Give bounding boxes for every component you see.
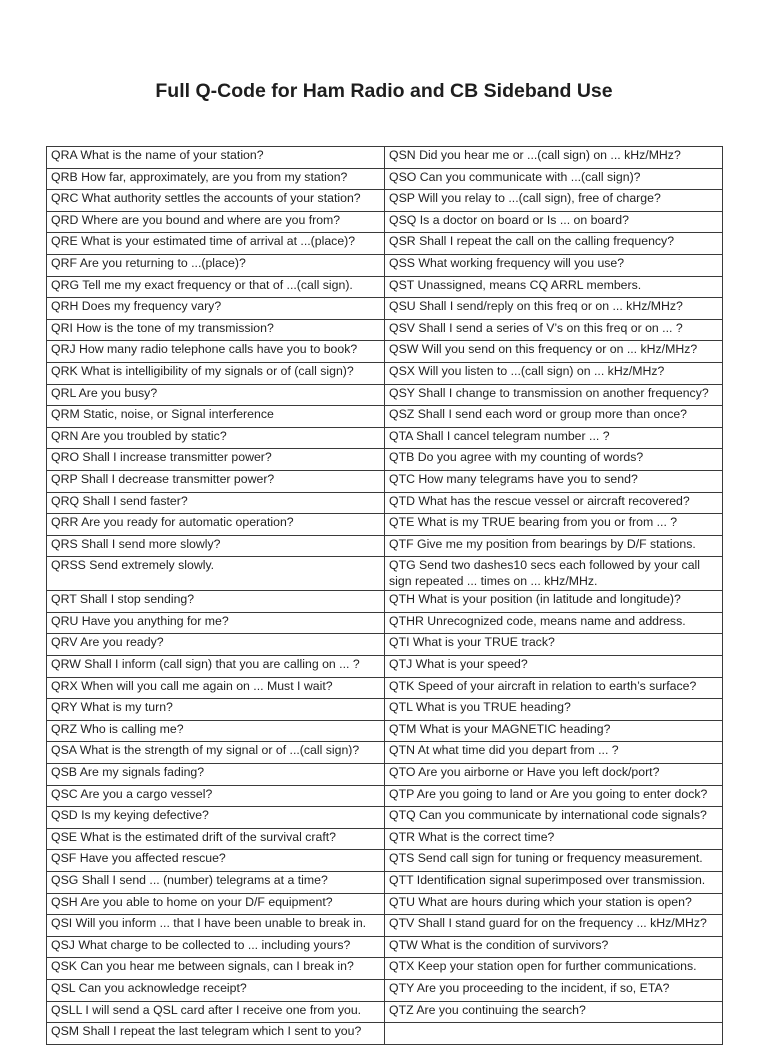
q-code-cell-right: QTY Are you proceeding to the incident, if so, ETA? bbox=[385, 979, 723, 1001]
q-code-cell-left: QSJ What charge to be collected to ... including yours? bbox=[47, 936, 385, 958]
table-row bbox=[47, 535, 723, 557]
table-row bbox=[47, 190, 723, 212]
q-code-cell-left: QSM Shall I repeat the last telegram which I sent to you? bbox=[47, 1023, 385, 1045]
table-row bbox=[47, 958, 723, 980]
q-code-cell-right: QTP Are you going to land or Are you going to enter dock? bbox=[385, 785, 723, 807]
q-code-cell-left: QRN Are you troubled by static? bbox=[47, 427, 385, 449]
q-code-cell-right: QTW What is the condition of survivors? bbox=[385, 936, 723, 958]
q-code-cell-right: QTR What is the correct time? bbox=[385, 828, 723, 850]
table-row bbox=[47, 828, 723, 850]
q-code-cell-right: QTX Keep your station open for further communications. bbox=[385, 958, 723, 980]
q-code-cell-left: QRT Shall I stop sending? bbox=[47, 591, 385, 613]
q-code-cell-right: QTHR Unrecognized code, means name and address. bbox=[385, 612, 723, 634]
table-row bbox=[47, 785, 723, 807]
table-row bbox=[47, 1001, 723, 1023]
table-row bbox=[47, 384, 723, 406]
q-code-cell-right: QSO Can you communicate with ...(call sign)? bbox=[385, 168, 723, 190]
q-code-cell-left: QRR Are you ready for automatic operation? bbox=[47, 514, 385, 536]
q-code-cell-left: QRS Shall I send more slowly? bbox=[47, 535, 385, 557]
q-code-cell-right: QTL What is you TRUE heading? bbox=[385, 699, 723, 721]
q-code-cell-left: QSC Are you a cargo vessel? bbox=[47, 785, 385, 807]
q-code-cell-left: QRM Static, noise, or Signal interference bbox=[47, 406, 385, 428]
q-code-cell-right: QTF Give me my position from bearings by D/F stations. bbox=[385, 535, 723, 557]
q-code-cell-left: QRI How is the tone of my transmission? bbox=[47, 319, 385, 341]
q-code-cell-left: QRD Where are you bound and where are you from? bbox=[47, 211, 385, 233]
q-code-cell-right: QTK Speed of your aircraft in relation to earth’s surface? bbox=[385, 677, 723, 699]
table-row bbox=[47, 742, 723, 764]
table-row bbox=[47, 557, 723, 591]
q-code-table bbox=[46, 146, 723, 1045]
q-code-cell-right: QTI What is your TRUE track? bbox=[385, 634, 723, 656]
q-code-cell-left: QRK What is intelligibility of my signals or of (call sign)? bbox=[47, 362, 385, 384]
q-code-cell-right: QTS Send call sign for tuning or frequency measurement. bbox=[385, 850, 723, 872]
table-row bbox=[47, 699, 723, 721]
table-row bbox=[47, 233, 723, 255]
table-row bbox=[47, 254, 723, 276]
q-code-cell-left: QRV Are you ready? bbox=[47, 634, 385, 656]
q-code-cell-right: QSV Shall I send a series of V’s on this freq or on ... ? bbox=[385, 319, 723, 341]
table-row bbox=[47, 470, 723, 492]
page-title: Full Q-Code for Ham Radio and CB Sideband Use bbox=[155, 80, 613, 102]
q-code-cell-left: QSG Shall I send ... (number) telegrams at a time? bbox=[47, 872, 385, 894]
q-code-cell-left: QRH Does my frequency vary? bbox=[47, 298, 385, 320]
table-row bbox=[47, 341, 723, 363]
table-row bbox=[47, 591, 723, 613]
q-code-cell-left: QRE What is your estimated time of arrival at ...(place)? bbox=[47, 233, 385, 255]
q-code-cell-left: QRU Have you anything for me? bbox=[47, 612, 385, 634]
q-code-cell-right: QTA Shall I cancel telegram number ... ? bbox=[385, 427, 723, 449]
q-code-cell-right: QTN At what time did you depart from ... ? bbox=[385, 742, 723, 764]
table-row bbox=[47, 168, 723, 190]
q-code-cell-right: QSQ Is a doctor on board or Is ... on board? bbox=[385, 211, 723, 233]
q-code-cell-right: QTU What are hours during which your station is open? bbox=[385, 893, 723, 915]
table-row bbox=[47, 147, 723, 169]
q-code-cell-right: QTJ What is your speed? bbox=[385, 656, 723, 678]
q-code-cell-left: QSL Can you acknowledge receipt? bbox=[47, 979, 385, 1001]
q-code-cell-left: QSE What is the estimated drift of the survival craft? bbox=[47, 828, 385, 850]
q-code-cell-right: QSN Did you hear me or ...(call sign) on ... kHz/MHz? bbox=[385, 147, 723, 169]
q-code-cell-right: QSW Will you send on this frequency or on ... kHz/MHz? bbox=[385, 341, 723, 363]
table-row bbox=[47, 807, 723, 829]
q-code-cell-right: QSU Shall I send/reply on this freq or on ... kHz/MHz? bbox=[385, 298, 723, 320]
table-row bbox=[47, 677, 723, 699]
q-code-cell-right: QTM What is your MAGNETIC heading? bbox=[385, 720, 723, 742]
table-row bbox=[47, 298, 723, 320]
q-code-cell-right: QSY Shall I change to transmission on another frequency? bbox=[385, 384, 723, 406]
q-code-table-body bbox=[47, 147, 723, 1045]
q-code-cell-right: QTG Send two dashes10 secs each followed by your call sign repeated ... times on ... kHz/MHz. bbox=[385, 557, 723, 591]
q-code-cell-left: QRA What is the name of your station? bbox=[47, 147, 385, 169]
table-row bbox=[47, 406, 723, 428]
table-row bbox=[47, 656, 723, 678]
table-row bbox=[47, 427, 723, 449]
table-row bbox=[47, 634, 723, 656]
q-code-cell-left: QSA What is the strength of my signal or of ...(call sign)? bbox=[47, 742, 385, 764]
table-row bbox=[47, 276, 723, 298]
q-code-cell-left: QRC What authority settles the accounts of your station? bbox=[47, 190, 385, 212]
q-code-cell-left: QRG Tell me my exact frequency or that of ...(call sign). bbox=[47, 276, 385, 298]
table-row bbox=[47, 720, 723, 742]
q-code-cell-left: QSB Are my signals fading? bbox=[47, 764, 385, 786]
q-code-cell-right bbox=[385, 1023, 723, 1045]
q-code-cell-left: QRJ How many radio telephone calls have you to book? bbox=[47, 341, 385, 363]
q-code-cell-right: QSS What working frequency will you use? bbox=[385, 254, 723, 276]
q-code-cell-right: QSZ Shall I send each word or group more than once? bbox=[385, 406, 723, 428]
q-code-cell-left: QRB How far, approximately, are you from my station? bbox=[47, 168, 385, 190]
q-code-cell-right: QTQ Can you communicate by international code signals? bbox=[385, 807, 723, 829]
table-row bbox=[47, 936, 723, 958]
table-row bbox=[47, 211, 723, 233]
q-code-cell-right: QTT Identification signal superimposed over transmission. bbox=[385, 872, 723, 894]
table-row bbox=[47, 612, 723, 634]
table-row bbox=[47, 319, 723, 341]
table-row bbox=[47, 449, 723, 471]
q-code-cell-right: QTB Do you agree with my counting of words? bbox=[385, 449, 723, 471]
q-code-cell-left: QRX When will you call me again on ... Must I wait? bbox=[47, 677, 385, 699]
table-row bbox=[47, 872, 723, 894]
q-code-cell-left: QRQ Shall I send faster? bbox=[47, 492, 385, 514]
q-code-cell-left: QSLL I will send a QSL card after I receive one from you. bbox=[47, 1001, 385, 1023]
q-code-cell-right: QSX Will you listen to ...(call sign) on ... kHz/MHz? bbox=[385, 362, 723, 384]
q-code-cell-right: QTH What is your position (in latitude and longitude)? bbox=[385, 591, 723, 613]
q-code-cell-left: QSI Will you inform ... that I have been unable to break in. bbox=[47, 915, 385, 937]
q-code-cell-left: QRSS Send extremely slowly. bbox=[47, 557, 385, 591]
q-code-cell-right: QTO Are you airborne or Have you left dock/port? bbox=[385, 764, 723, 786]
q-code-cell-right: QTE What is my TRUE bearing from you or from ... ? bbox=[385, 514, 723, 536]
table-row bbox=[47, 514, 723, 536]
table-row bbox=[47, 979, 723, 1001]
table-row bbox=[47, 893, 723, 915]
q-code-cell-right: QST Unassigned, means CQ ARRL members. bbox=[385, 276, 723, 298]
q-code-cell-left: QRP Shall I decrease transmitter power? bbox=[47, 470, 385, 492]
q-code-cell-right: QSP Will you relay to ...(call sign), free of charge? bbox=[385, 190, 723, 212]
table-row bbox=[47, 362, 723, 384]
q-code-cell-left: QRZ Who is calling me? bbox=[47, 720, 385, 742]
table-row bbox=[47, 915, 723, 937]
q-code-cell-left: QRF Are you returning to ...(place)? bbox=[47, 254, 385, 276]
q-code-cell-left: QRW Shall I inform (call sign) that you are calling on ... ? bbox=[47, 656, 385, 678]
q-code-cell-left: QSH Are you able to home on your D/F equipment? bbox=[47, 893, 385, 915]
q-code-cell-right: QTD What has the rescue vessel or aircraft recovered? bbox=[385, 492, 723, 514]
table-row bbox=[47, 764, 723, 786]
q-code-cell-left: QRY What is my turn? bbox=[47, 699, 385, 721]
table-row bbox=[47, 1023, 723, 1045]
q-code-cell-right: QTZ Are you continuing the search? bbox=[385, 1001, 723, 1023]
q-code-cell-left: QSD Is my keying defective? bbox=[47, 807, 385, 829]
table-row bbox=[47, 492, 723, 514]
q-code-cell-left: QRL Are you busy? bbox=[47, 384, 385, 406]
q-code-cell-left: QSK Can you hear me between signals, can I break in? bbox=[47, 958, 385, 980]
q-code-cell-left: QSF Have you affected rescue? bbox=[47, 850, 385, 872]
q-code-cell-right: QTC How many telegrams have you to send? bbox=[385, 470, 723, 492]
q-code-cell-right: QTV Shall I stand guard for on the frequency ... kHz/MHz? bbox=[385, 915, 723, 937]
q-code-cell-left: QRO Shall I increase transmitter power? bbox=[47, 449, 385, 471]
table-row bbox=[47, 850, 723, 872]
q-code-cell-right: QSR Shall I repeat the call on the calling frequency? bbox=[385, 233, 723, 255]
